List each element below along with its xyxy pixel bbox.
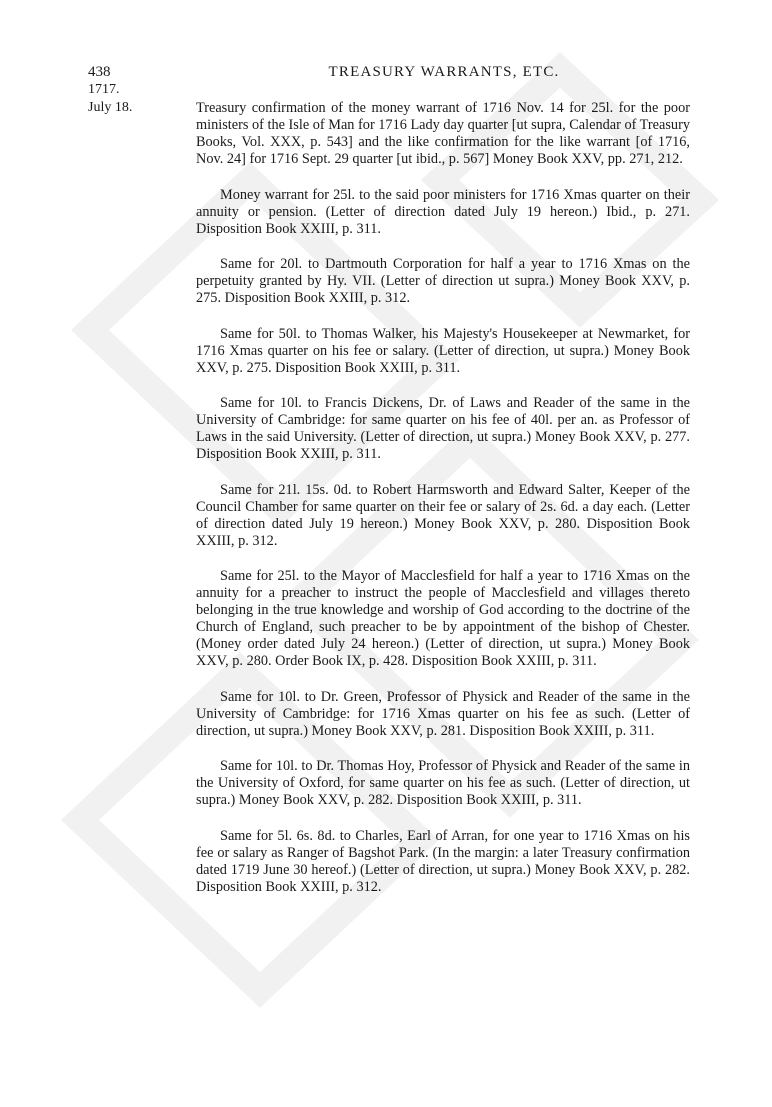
entry: Same for 20l. to Dartmouth Corporation for half a year to 1716 Xmas on the perpetuity granted by Hy. VII. (Letter of direction ut supra.) Money Book XXV, p. 275. Disposition Book XXIII, p. 312. xyxy=(196,256,690,306)
entry: Same for 10l. to Francis Dickens, Dr. of Laws and Reader of the same in the University of Cambridge: for same quarter on his fee of 40l. per an. as Professor of Laws in the said University. (Letter of direction, ut supra.) Money Book XXV, p. 277. Disposition Book XXIII, p. 311. xyxy=(196,395,690,462)
margin-date-day: July 18. xyxy=(88,100,133,115)
entry: Same for 10l. to Dr. Thomas Hoy, Professor of Physick and Reader of the same in the University of Oxford, for same quarter on his fee as such. (Letter of direction, ut supra.) Money Book XXV, p. 282. Disposition Book XXIII, p. 311. xyxy=(196,758,690,808)
page-number: 438 xyxy=(88,64,111,80)
entry: Treasury confirmation of the money warrant of 1716 Nov. 14 for 25l. for the poor ministers of the Isle of Man for 1716 Lady day quarter [ut supra, Calendar of Treasury Books, Vol. XXX, p. 543] and the like confirmation for the like warrant [of 1716, Nov. 24] for 1716 Sept. 29 quarter [ut ibid., p. 567] Money Book XXV, pp. 271, 212. xyxy=(196,100,690,167)
entry: Same for 21l. 15s. 0d. to Robert Harmsworth and Edward Salter, Keeper of the Council Chamber for same quarter on their fee or salary of 2s. 6d. a day each. (Letter of direction dated July 19 hereon.) Money Book XXV, p. 280. Disposition Book XXIII, p. 312. xyxy=(196,481,690,549)
entry: Same for 10l. to Dr. Green, Professor of Physick and Reader of the same in the University of Cambridge: for 1716 Xmas quarter on his fee as such. (Letter of direction, ut supra.) Money Book XXV, p. 281. Disposition Book XXIII, p. 311. xyxy=(196,688,690,739)
entry: Same for 5l. 6s. 8d. to Charles, Earl of Arran, for one year to 1716 Xmas on his fee or salary as Ranger of Bagshot Park. (In the margin: a later Treasury confirmation dated 1719 June 30 hereof.) (Letter of direction, ut supra.) Money Book XXV, p. 282. Disposition Book XXIII, p. 312. xyxy=(196,827,690,895)
margin-date-year: 1717. xyxy=(88,82,120,97)
entry: Same for 25l. to the Mayor of Macclesfield for half a year to 1716 Xmas on the annuity for a preacher to instruct the people of Macclesfield and villages thereto belonging in the true knowledge and worship of God according to the doctrine of the Church of England, such preacher to be by appointment of the bishop of Chester. (Money order dated July 24 hereon.) (Letter of direction, ut supra.) Money Book XXV, p. 280. Order Book IX, p. 428. Disposition Book XXIII, p. 311. xyxy=(196,568,690,669)
entry: Money warrant for 25l. to the said poor ministers for 1716 Xmas quarter on their annuity or pension. (Letter of direction dated July 19 hereon.) Ibid., p. 271. Disposition Book XXIII, p. 311. xyxy=(196,186,690,237)
entries-column xyxy=(196,100,690,914)
entry: Same for 50l. to Thomas Walker, his Majesty's Housekeeper at Newmarket, for 1716 Xmas quarter on his fee or salary. (Letter of direction, ut supra.) Money Book XXV, p. 275. Disposition Book XXIII, p. 311. xyxy=(196,325,690,376)
running-head: TREASURY WARRANTS, ETC. xyxy=(328,64,560,80)
